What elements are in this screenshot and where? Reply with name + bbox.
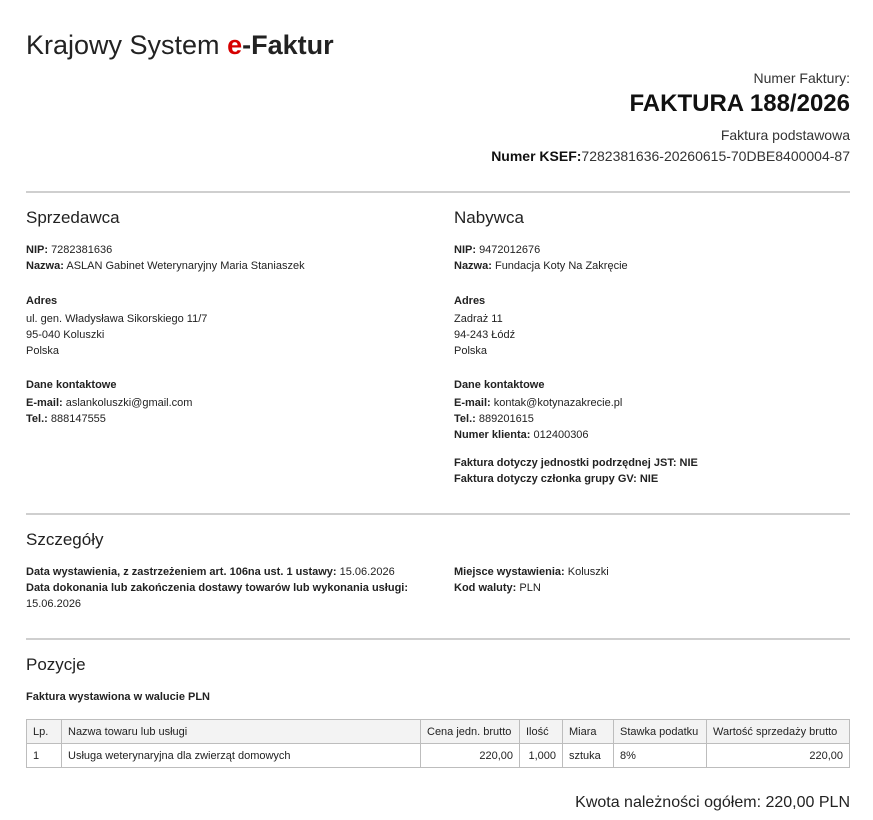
- currency-code: PLN: [519, 582, 541, 594]
- seller-address-line: 95-040 Koluszki: [26, 329, 105, 341]
- details-title: Szczegóły: [26, 530, 104, 549]
- invoice-number: FAKTURA 188/2026: [629, 90, 850, 117]
- table-header-row: [27, 720, 850, 744]
- invoice-type: Faktura podstawowa: [720, 127, 850, 143]
- col-lp: Lp.: [27, 720, 62, 744]
- logo-text-faktur: -Faktur: [242, 30, 334, 60]
- cell-name: Usługa weterynaryjna dla zwierząt domowych: [62, 744, 421, 768]
- ksef-value: 7282381636-20260615-70DBE8400004-87: [581, 148, 850, 164]
- divider: [26, 513, 850, 515]
- buyer-email: kontak@kotynazakrecie.pl: [493, 397, 623, 409]
- invoice-header: [491, 70, 850, 164]
- issue-date: 15.06.2026: [339, 566, 395, 578]
- divider: [26, 638, 850, 640]
- col-gross-value: Wartość sprzedaży brutto: [707, 720, 850, 744]
- issue-place: Koluszki: [567, 566, 609, 578]
- seller-address-line: ul. gen. Władysława Sikorskiego 11/7: [26, 313, 208, 325]
- col-qty: Ilość: [520, 720, 563, 744]
- positions-table: [26, 719, 850, 768]
- buyer-client-number: 012400306: [533, 429, 589, 441]
- total-label: Kwota należności ogółem:: [575, 794, 762, 811]
- jst-flag: Faktura dotyczy jednostki podrzędnej JST: NIE: [454, 457, 698, 469]
- seller-title: Sprzedawca: [26, 208, 120, 227]
- seller-name: ASLAN Gabinet Weterynaryjny Maria Staniaszek: [66, 260, 305, 272]
- buyer-nip: 9472012676: [479, 244, 541, 256]
- buyer-identity: NIP: 9472012676 Nazwa: Fundacja Koty Na Zakręcie: [454, 244, 628, 272]
- delivery-date: 15.06.2026: [26, 598, 82, 610]
- seller-nip: 7282381636: [51, 244, 113, 256]
- logo-text-1: Krajowy System: [26, 30, 228, 60]
- table-row: [27, 744, 850, 768]
- cell-qty: 1,000: [520, 744, 563, 768]
- ksef-number: [491, 148, 850, 164]
- buyer-title: Nabywca: [454, 208, 524, 227]
- total-amount: [575, 794, 850, 812]
- system-logo: [26, 30, 334, 61]
- logo-text-e: e: [227, 30, 243, 60]
- col-name: Nazwa towaru lub usługi: [62, 720, 421, 744]
- invoice-number-label: Numer Faktury:: [753, 70, 850, 86]
- currency-note: Faktura wystawiona w walucie PLN: [26, 691, 210, 703]
- seller-identity: NIP: 7282381636 Nazwa: ASLAN Gabinet Weterynaryjny Maria Staniaszek: [26, 244, 305, 272]
- seller-address-line: Polska: [26, 345, 60, 357]
- cell-unit: sztuka: [563, 744, 614, 768]
- cell-unit-price: 220,00: [421, 744, 520, 768]
- seller-tel: 888147555: [50, 413, 106, 425]
- buyer-address: Adres Zadraż 11 94-243 Łódź Polska: [454, 295, 516, 357]
- cell-lp: 1: [27, 744, 62, 768]
- cell-tax-rate: 8%: [614, 744, 707, 768]
- cell-gross-value: 220,00: [707, 744, 850, 768]
- details-place: Miejsce wystawienia: Koluszki Kod waluty: PLN: [454, 566, 609, 594]
- buyer-address-line: 94-243 Łódź: [454, 329, 516, 341]
- seller-email: aslankoluszki@gmail.com: [65, 397, 193, 409]
- positions-title: Pozycje: [26, 655, 86, 674]
- buyer-address-line: Zadraż 11: [454, 313, 503, 325]
- divider: [26, 191, 850, 193]
- seller-address: Adres ul. gen. Władysława Sikorskiego 11/7 95-040 Koluszki Polska: [26, 295, 208, 357]
- col-tax-rate: Stawka podatku: [614, 720, 707, 744]
- details-dates: Data wystawienia, z zastrzeżeniem art. 106na ust. 1 ustawy: 15.06.2026 Data dokonania lub zakończenia dostawy towarów lub wykonania usługi: 15.06.2026: [26, 566, 409, 610]
- buyer-tel: 889201615: [478, 413, 534, 425]
- buyer-contact: Dane kontaktowe E-mail: kontak@kotynazakrecie.pl Tel.: 889201615 Numer klienta: 012400306: [454, 379, 623, 441]
- col-unit: Miara: [563, 720, 614, 744]
- buyer-name: Fundacja Koty Na Zakręcie: [494, 260, 628, 272]
- buyer-address-line: Polska: [454, 345, 488, 357]
- gv-flag: Faktura dotyczy członka grupy GV: NIE: [454, 473, 659, 485]
- ksef-label: Numer KSEF:: [491, 148, 582, 164]
- col-unit-price: Cena jedn. brutto: [421, 720, 520, 744]
- seller-contact: Dane kontaktowe E-mail: aslankoluszki@gmail.com Tel.: 888147555: [26, 379, 193, 425]
- buyer-flags: [454, 455, 698, 487]
- total-value: 220,00 PLN: [765, 794, 850, 811]
